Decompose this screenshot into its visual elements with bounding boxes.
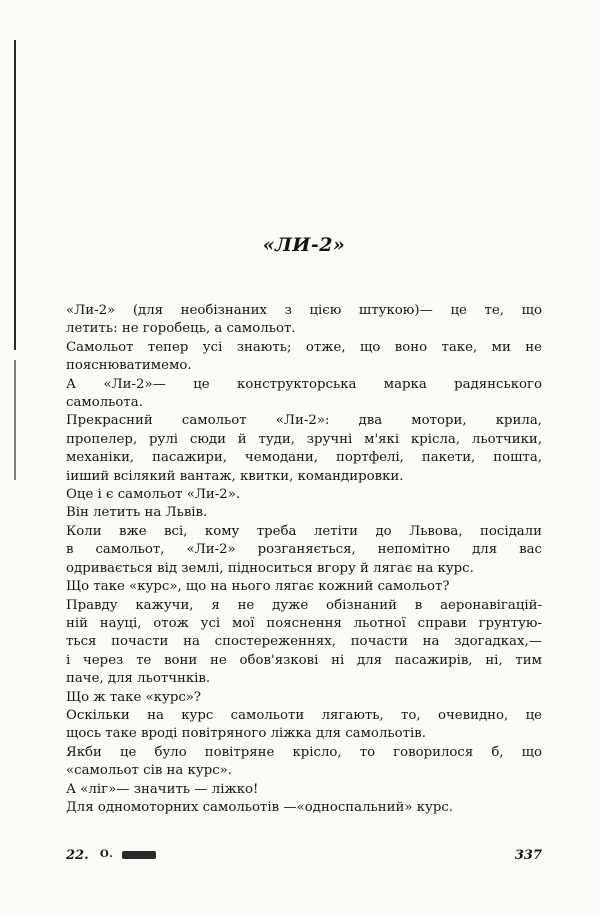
text-line: ться почасти на спостереженнях, почасти на здогадках,— (66, 634, 542, 650)
text-line: Прекрасний самольот «Ли-2»: два мотори, крила, (66, 413, 542, 429)
text-line: і через те вони не обов'язкові ні для пасажирів, ні, тим (66, 652, 542, 668)
text-line: Він летить на Львів. (66, 505, 208, 521)
text-line: А «ліг»— значить — ліжко! (66, 781, 259, 797)
paragraph (66, 744, 542, 781)
paragraph (66, 504, 542, 522)
text-line: «Ли-2» (для необізнаних з цією штукою)— це те, що (66, 303, 542, 318)
chapter-title: «ЛИ-2» (262, 234, 346, 256)
signature-mark: 22. (66, 848, 89, 863)
text-line: Якби це було повітряне крісло, то говорилося б, що (66, 744, 542, 760)
paragraph (66, 523, 542, 578)
text-line: Оце і є самольот «Ли-2». (66, 487, 241, 503)
text-line: Коли вже всі, кому треба летіти до Львова, посідали (66, 523, 542, 539)
text-line: в самольот, «Ли-2» розганяється, непомітно для вас (66, 542, 542, 558)
paragraph (66, 302, 542, 339)
text-line: паче, для льотчнків. (66, 671, 211, 687)
text-line: ній науці, отож усі мої пояснення льотної справи грунтую- (66, 615, 542, 631)
text-line: механіки, пасажири, чемодани, портфелі, пакети, пошта, (66, 450, 542, 466)
scan-edge-mark (14, 40, 16, 350)
text-line: Що ж таке «курс»? (66, 689, 202, 705)
text-line: самольота. (66, 395, 143, 411)
text-line: Правду кажучи, я не дуже обізнаний в аеронавігацій- (66, 597, 542, 613)
paragraph (66, 689, 542, 707)
body-text (66, 302, 542, 817)
text-line: іиший всілякий вантаж, квитки, командировки. (66, 468, 404, 484)
text-line: Самольот тепер усі знають; отже, що воно таке, ми не (66, 339, 542, 355)
text-line: щось таке вроді повітряного ліжка для самольотів. (66, 726, 426, 742)
paragraph (66, 376, 542, 413)
paragraph (66, 578, 542, 596)
scan-edge-mark (14, 360, 16, 480)
text-line: Що таке «курс», що на нього лягає кожний самольот? (66, 579, 450, 595)
text-line: одривається від землі, підноситься вгору й лягає на курс. (66, 560, 474, 576)
text-line: Оскільки на курс самольоти лягають, то, очевидно, це (66, 707, 542, 723)
author-initial: О. (100, 849, 114, 860)
text-line: пояснюватимемо. (66, 358, 192, 374)
page-number: 337 (514, 848, 542, 863)
paragraph (66, 486, 542, 504)
paragraph (66, 339, 542, 376)
text-line: «самольот сів на курс». (66, 763, 233, 779)
paragraph (66, 597, 542, 689)
paragraph (66, 412, 542, 486)
book-page (66, 0, 542, 915)
paragraph (66, 799, 542, 817)
text-line: пропелер, рулі сюди й туди, зручні м'які крісла, льотчики, (66, 431, 542, 447)
paragraph (66, 707, 542, 744)
text-line: А «Ли-2»— це конструкторська марка радянського (66, 376, 542, 392)
text-line: Для одномоторних самольотів —«односпальний» курс. (66, 799, 454, 815)
paragraph (66, 781, 542, 799)
text-line: летить: не горобець, а самольот. (66, 321, 296, 337)
author-name-smudge (122, 851, 156, 859)
